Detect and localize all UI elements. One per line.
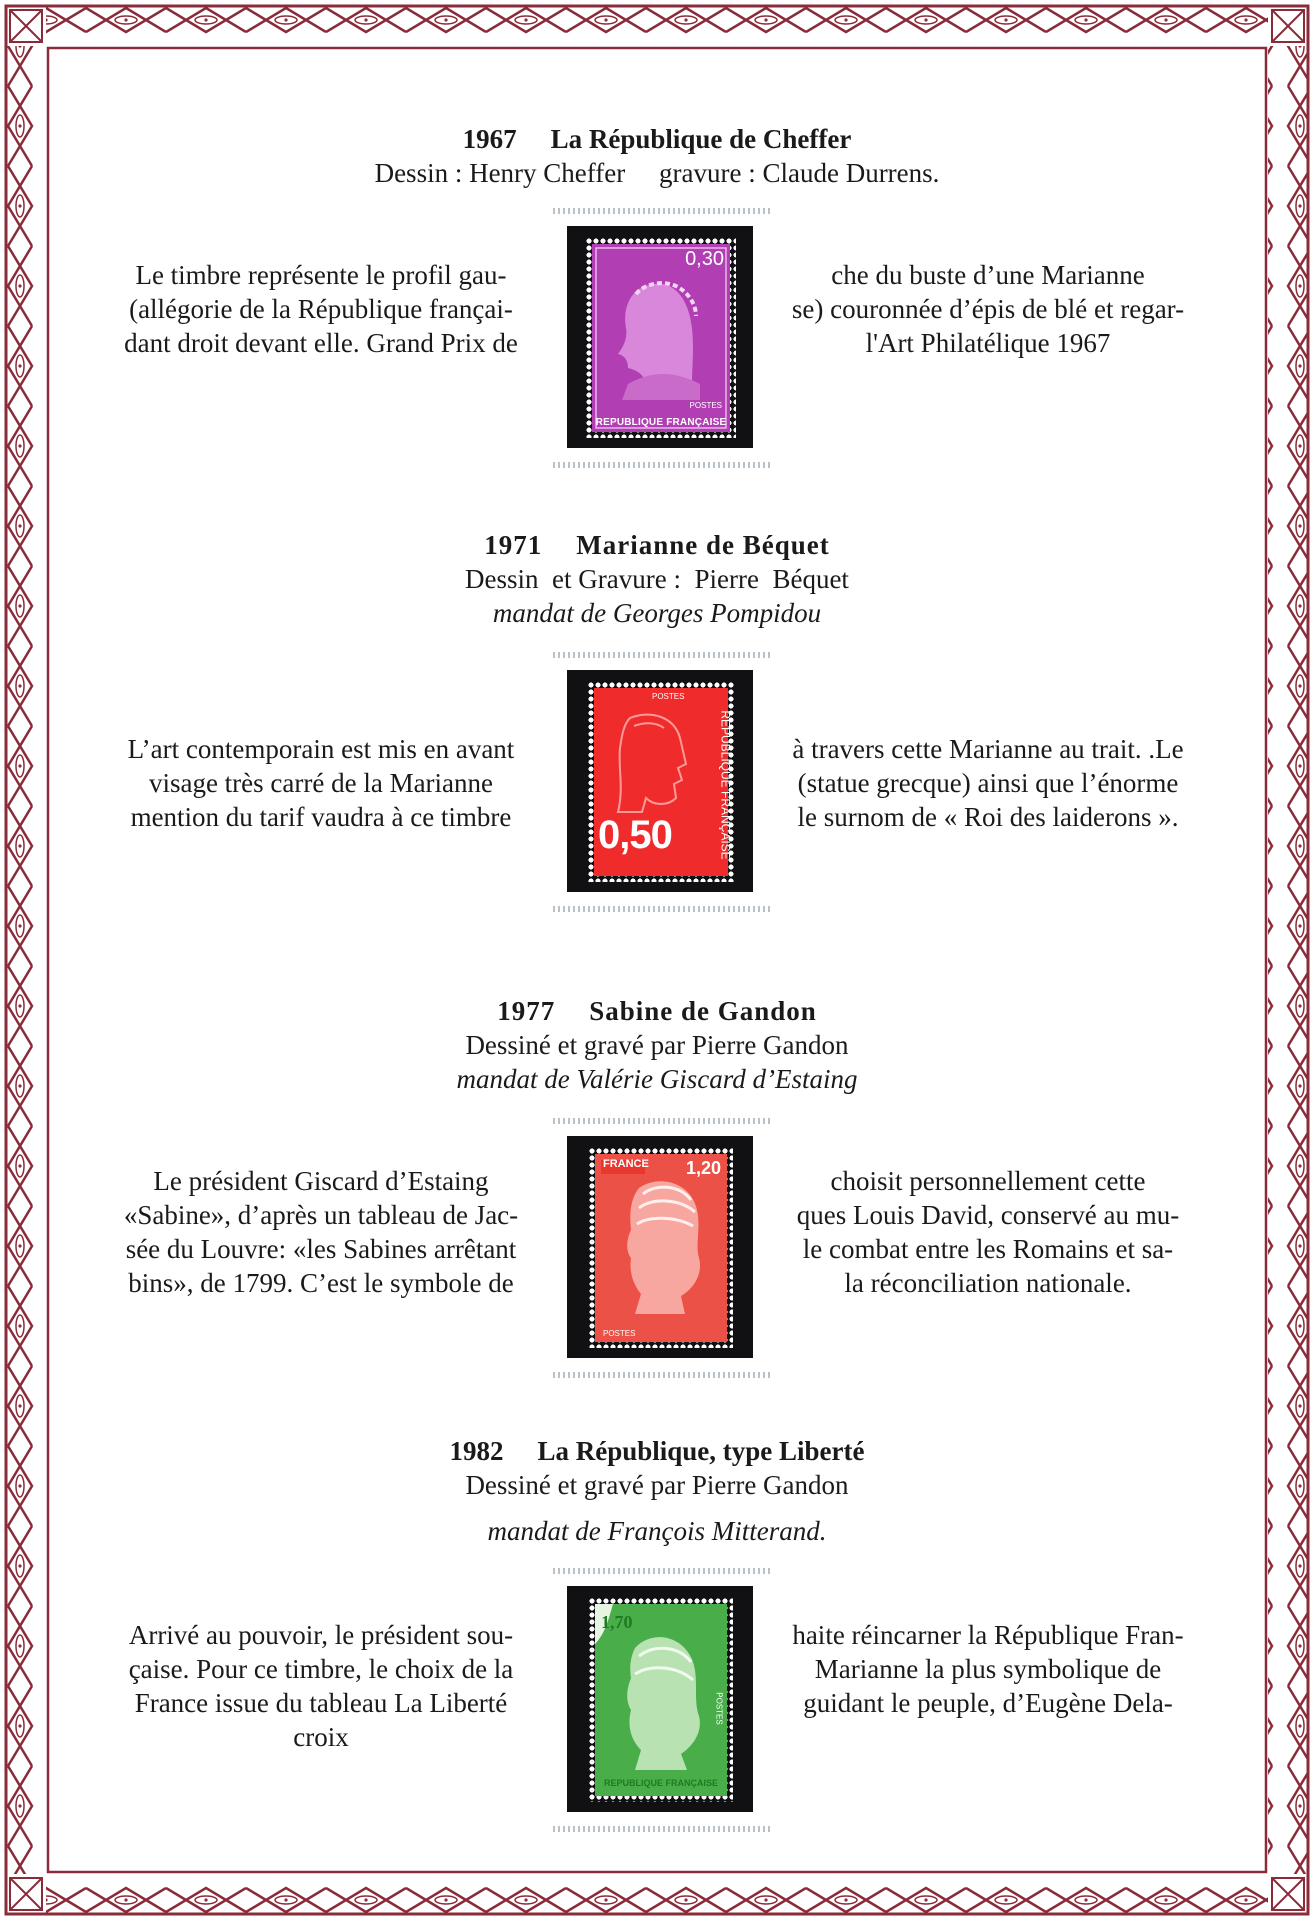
stamp-value: 0,50 — [598, 813, 672, 857]
section-heading — [0, 1434, 1314, 1468]
section-left-text: L’art contemporain est mis en avant visage très carré de la Marianne mention du tarif vaudra à ce timbre — [127, 734, 515, 832]
stamp-value: 1,20 — [685, 1158, 721, 1178]
section-right-text: haite réincarner la République Fran- Marianne la plus symbolique de guidant le peuple, d’Eugène Dela- — [792, 1620, 1184, 1718]
section-heading — [0, 122, 1314, 156]
stamp-marianne-cheffer — [586, 238, 736, 438]
stamp-value: 0,30 — [685, 248, 724, 270]
stamp-value: 1,70 — [601, 1612, 633, 1632]
section-right-text: choisit personnellement cette ques Louis David, conservé au mu- le combat entre les Romains et sa- la réconciliation nationale. — [796, 1166, 1180, 1298]
section-mandate: mandat de Valérie Giscard d’Estaing — [456, 1064, 858, 1094]
section-title: Marianne de Béquet — [576, 530, 830, 560]
stamp-marianne-bequet — [588, 682, 734, 882]
section-right-text: che du buste d’une Marianne se) couronnée d’épis de blé et regar- l'Art Philatélique 1967 — [791, 260, 1185, 358]
section-credits: Dessin : Henry Cheffer gravure : Claude Durrens. — [374, 158, 940, 188]
section-title: Sabine de Gandon — [589, 996, 817, 1026]
section-mandate: mandat de Georges Pompidou — [492, 598, 822, 628]
section-credits: Dessin et Gravure : Pierre Béquet — [465, 564, 849, 594]
section-credits: Dessiné et gravé par Pierre Gandon — [465, 1030, 849, 1060]
stamp-inscription: REPUBLIQUE FRANÇAISE — [603, 1778, 718, 1788]
section-right-text: à travers cette Marianne au trait. .Le (statue grecque) ainsi que l’énorme le surnom de « Roi des laiderons ». — [792, 734, 1184, 832]
stamp-postes: POSTES — [689, 401, 722, 410]
section-year: 1982 — [449, 1436, 504, 1466]
section-mandate: mandat de François Mitterand. — [487, 1516, 827, 1546]
section-year: 1967 — [462, 124, 517, 154]
section-left-text: Le timbre représente le profil gau- (allégorie de la République françai- dant droit devant elle. Grand Prix de — [124, 260, 518, 358]
section-left-text: Le président Giscard d’Estaing «Sabine», d’après un tableau de Jac- sée du Louvre: «les Sabines arrêtant bins», de 1799. C’est le symbole de — [123, 1166, 519, 1298]
section-title: La République de Cheffer — [550, 124, 852, 154]
section-credits: Dessiné et gravé par Pierre Gandon — [465, 1470, 849, 1500]
stamp-inscription: REPUBLIQUE FRANÇAISE — [595, 417, 727, 428]
stamp-mount — [553, 208, 771, 468]
section-year: 1971 — [484, 530, 543, 560]
section-heading — [0, 994, 1314, 1028]
section-heading — [0, 528, 1314, 562]
stamp-mount — [553, 1568, 771, 1832]
stamp-postes: POSTES — [652, 692, 685, 701]
stamp-postes: POSTES — [714, 1692, 724, 1725]
section-year: 1977 — [497, 996, 556, 1026]
section-title: La République, type Liberté — [537, 1436, 865, 1466]
stamp-sabine-gandon — [589, 1148, 733, 1348]
section-left-text: Arrivé au pouvoir, le président sou- çaise. Pour ce timbre, le choix de la France issue du tableau La Liberté croix — [128, 1620, 514, 1752]
stamp-mount — [553, 652, 771, 912]
stamp-postes: POSTES — [603, 1329, 636, 1338]
stamp-liberte-gandon — [589, 1598, 733, 1802]
stamp-mount — [553, 1118, 771, 1378]
stamp-inscription: REPUBLIQUE FRANÇAISE — [718, 710, 733, 860]
stamp-inscription: FRANCE — [603, 1158, 649, 1170]
